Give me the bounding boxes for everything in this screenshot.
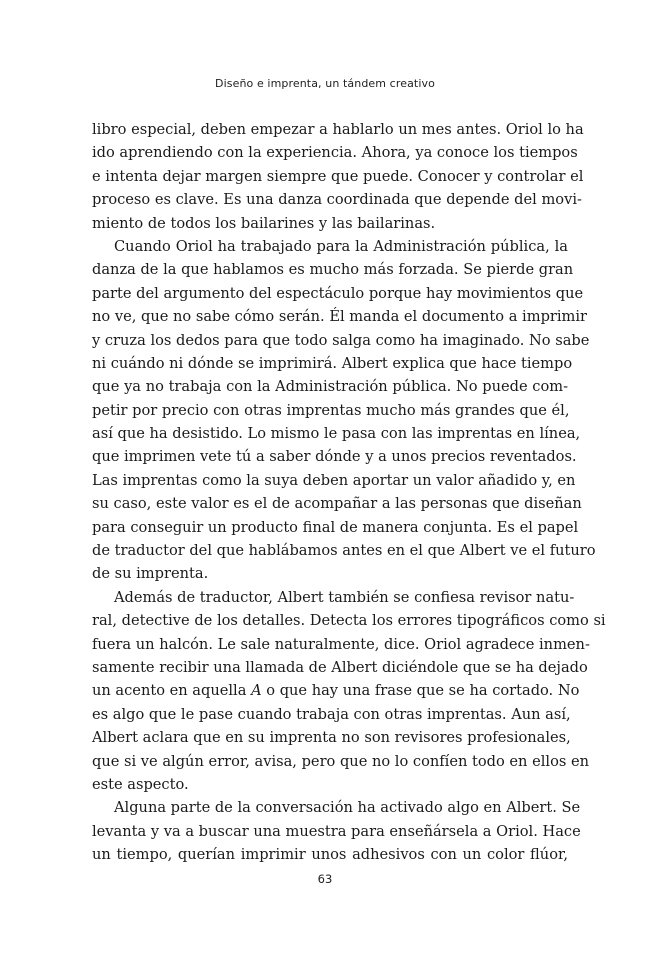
running-header: Diseño e imprenta, un tándem creativo bbox=[215, 77, 435, 90]
body-text bbox=[92, 118, 606, 867]
text-line: samente recibir una llamada de Albert diciéndole que se ha dejado bbox=[92, 658, 588, 676]
text-line: ni cuándo ni dónde se imprimirá. Albert explica que hace tiempo bbox=[92, 354, 573, 372]
paragraph-first-line: Alguna parte de la conversación ha activado algo en Albert. Se bbox=[114, 799, 581, 817]
text-line: que si ve algún error, avisa, pero que no lo confíen todo en ellos en bbox=[92, 752, 590, 770]
text-line: fuera un halcón. Le sale naturalmente, dice. Oriol agradece inmen- bbox=[92, 635, 590, 653]
paragraph-first-line: Cuando Oriol ha trabajado para la Administración pública, la bbox=[114, 237, 568, 255]
text-line: petir por precio con otras imprentas mucho más grandes que él, bbox=[92, 401, 570, 419]
text-line: de su imprenta. bbox=[92, 565, 209, 583]
text-line: ido aprendiendo con la experiencia. Ahora, ya conoce los tiempos bbox=[92, 144, 578, 162]
text-line: que imprimen vete tú a saber dónde y a unos precios reventados. bbox=[92, 448, 577, 466]
text-line: miento de todos los bailarines y las bailarinas. bbox=[92, 214, 436, 232]
italic-letter: A bbox=[251, 682, 262, 700]
text-line: Albert aclara que en su imprenta no son revisores profesionales, bbox=[92, 729, 571, 747]
text-line: un acento en aquella A o que hay una frase que se ha cortado. No bbox=[92, 682, 580, 700]
text-line: no ve, que no sabe cómo serán. Él manda el documento a imprimir bbox=[92, 308, 588, 326]
text-line: e intenta dejar margen siempre que puede. Conocer y controlar el bbox=[92, 167, 584, 185]
text-line: su caso, este valor es el de acompañar a las personas que diseñan bbox=[92, 495, 582, 513]
text-line: ral, detective de los detalles. Detecta los errores tipográficos como si bbox=[92, 612, 606, 630]
text-line: levanta y va a buscar una muestra para enseñársela a Oriol. Hace bbox=[92, 822, 581, 840]
text-line: Las imprentas como la suya deben aportar un valor añadido y, en bbox=[92, 471, 576, 489]
text-line: libro especial, deben empezar a hablarlo un mes antes. Oriol lo ha bbox=[92, 121, 584, 138]
page-number: 63 bbox=[317, 872, 333, 886]
paragraph-first-line: Además de traductor, Albert también se confiesa revisor natu- bbox=[114, 588, 575, 606]
text-line: este aspecto. bbox=[92, 775, 189, 793]
text-line: danza de la que hablamos es mucho más forzada. Se pierde gran bbox=[92, 261, 574, 279]
text-line: un tiempo, querían imprimir unos adhesivos con un color flúor, bbox=[92, 846, 568, 864]
text-line: así que ha desistido. Lo mismo le pasa con las imprentas en línea, bbox=[92, 425, 581, 443]
text-line: que ya no trabaja con la Administración pública. No puede com- bbox=[92, 378, 568, 396]
text-line: parte del argumento del espectáculo porque hay movimientos que bbox=[92, 284, 584, 302]
text-line: para conseguir un producto final de manera conjunta. Es el papel bbox=[92, 518, 579, 536]
text-line: y cruza los dedos para que todo salga como ha imaginado. No sabe bbox=[92, 331, 590, 349]
text-line: de traductor del que hablábamos antes en el que Albert ve el futuro bbox=[92, 542, 596, 560]
text-line: proceso es clave. Es una danza coordinada que depende del movi- bbox=[92, 191, 582, 209]
text-line: es algo que le pase cuando trabaja con otras imprentas. Aun así, bbox=[92, 705, 571, 723]
